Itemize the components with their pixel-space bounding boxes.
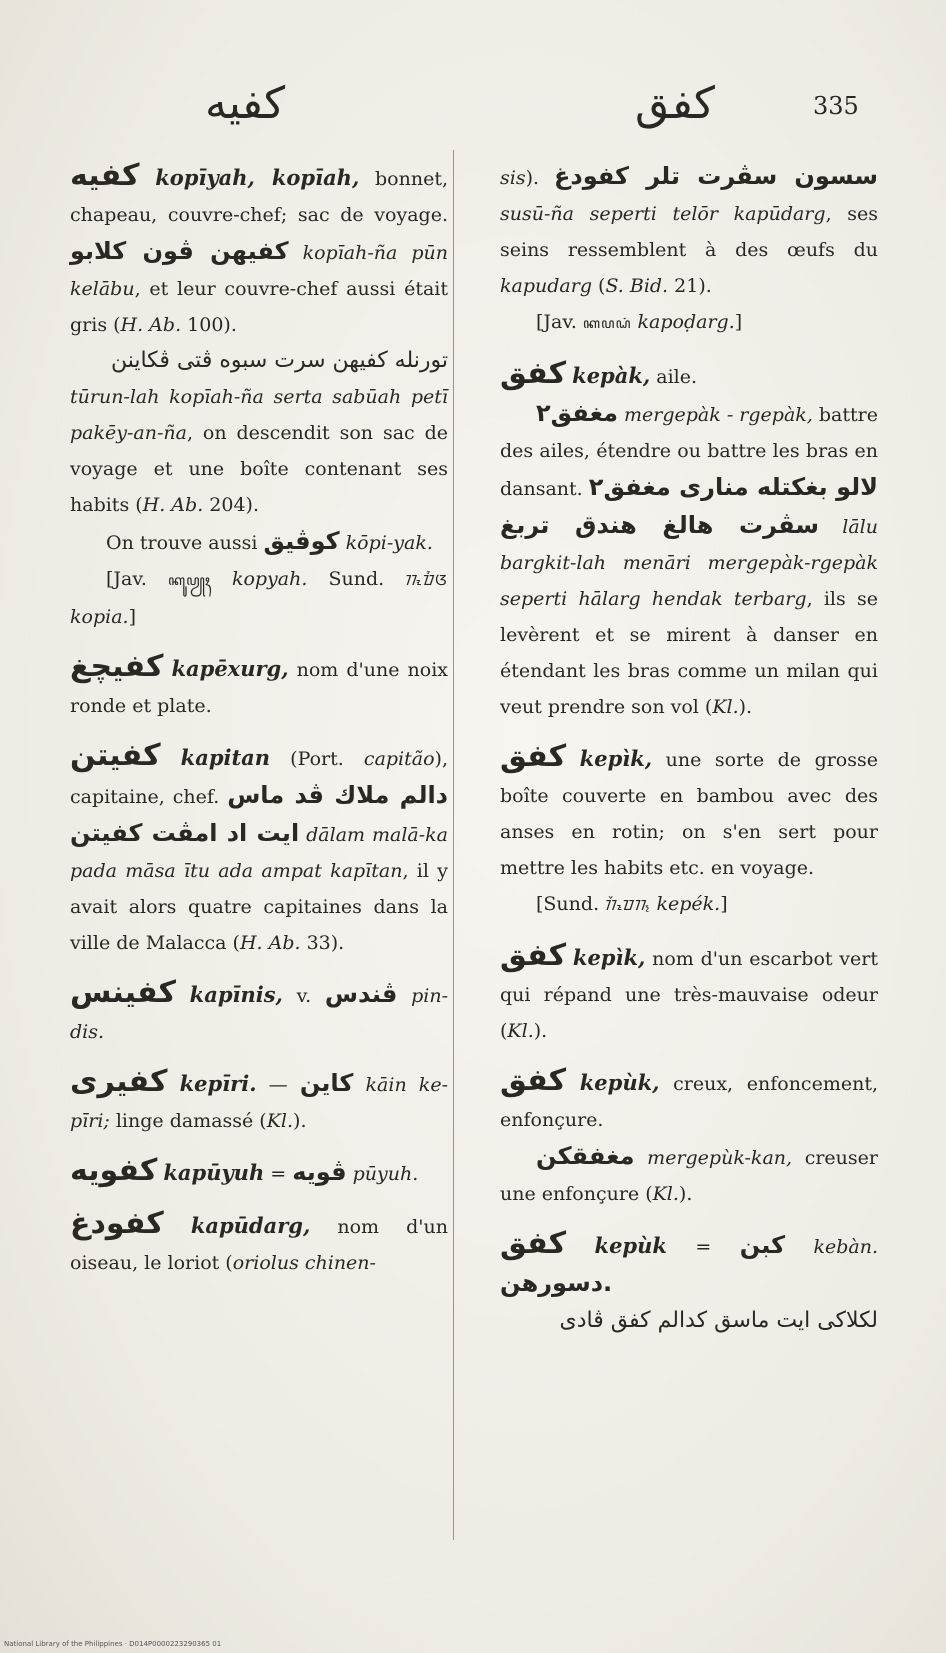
sundanese-script: ᮊᮧᮕᮤᮃ xyxy=(405,573,448,589)
entry-kepiri xyxy=(70,1064,448,1139)
arabic-crossref: ڤندس xyxy=(324,980,398,1008)
cognate-note xyxy=(500,886,878,924)
entry-text: 21). xyxy=(668,275,712,297)
entry-headword: kepùk xyxy=(594,1233,667,1258)
source-reference: H. Ab. xyxy=(120,314,182,336)
entry-text: creuser une enfonçure ( xyxy=(500,1147,878,1205)
crossref-transliteration: kebàn. xyxy=(785,1236,878,1258)
entry-kopiyah xyxy=(70,158,448,635)
entry-arabic-headword: كفويه xyxy=(70,1153,158,1188)
entry-arabic-headword: كفق xyxy=(500,1226,567,1261)
entry-text: , et leur couvre-chef aussi était gris ( xyxy=(70,278,448,336)
variant-transliteration: kōpi-yak. xyxy=(339,532,433,554)
entry-text: creux, enfoncement, enfonçure. xyxy=(500,1073,878,1131)
entry-text: ), capitaine, chef. xyxy=(70,748,448,808)
cognate-word: kepék. xyxy=(650,893,721,915)
cognate-label: Sund. xyxy=(307,568,406,590)
entry-arabic-headword: كفودغ xyxy=(70,1206,164,1241)
entry-kapudarg-continued xyxy=(500,158,878,342)
sub-entry xyxy=(500,395,878,725)
entry-headword: kepàk, xyxy=(572,363,651,388)
entry-headword: kapēxurg, xyxy=(171,656,289,681)
source-reference: Kl. xyxy=(652,1183,679,1205)
cognate-note xyxy=(70,561,448,635)
cognate-label: [Jav. xyxy=(536,311,583,333)
source-reference: H. Ab. xyxy=(239,932,301,954)
entry-kepik-beetle xyxy=(500,938,878,1049)
running-head-left: كفيه xyxy=(205,78,286,129)
entry-kepuk-keban xyxy=(500,1226,878,1339)
entry-text: ). xyxy=(525,167,554,189)
entry-text: , on descendit son sac de voyage et une boîte contenant ses habits ( xyxy=(70,422,448,516)
cognate-word: kapoḍarg. xyxy=(631,311,735,333)
example-transliteration: dālam malā-ka pada māsa ītu ada ampat kapītan xyxy=(70,824,448,882)
arabic-example: دسورهن. xyxy=(500,1269,613,1297)
entry-text: = xyxy=(666,1236,740,1258)
arabic-example-line: لكلاكى ايت ماسق كدالم كفق ڤادى xyxy=(559,1308,878,1333)
entry-kapitan xyxy=(70,738,448,961)
cognate-note xyxy=(500,304,878,342)
entry-text: linge damassé ( xyxy=(109,1110,267,1132)
arabic-example: كاين xyxy=(299,1069,354,1097)
cognate-label: [Jav. xyxy=(106,568,169,590)
entry-headword: kepìk, xyxy=(572,945,646,970)
example-transliteration: susū-ña seperti telōr kapūdarg xyxy=(500,203,826,225)
latin-name: sis xyxy=(500,167,526,189)
entry-arabic-headword: كفيتن xyxy=(70,738,161,773)
sundanese-script: ᮊᮨᮕᮦᮊ᮪ xyxy=(605,898,651,914)
page-number: 335 xyxy=(813,92,859,120)
entry-headword: kapīnis, xyxy=(189,982,283,1007)
entry-text: = xyxy=(264,1163,293,1185)
entry-arabic-headword: كفق xyxy=(500,356,567,391)
entry-kapudarg xyxy=(70,1206,448,1281)
entry-arabic-headword: كفيرى xyxy=(70,1064,168,1099)
entry-kapinis xyxy=(70,975,448,1050)
entry-text: ( xyxy=(591,275,606,297)
arabic-crossref: كبن xyxy=(739,1231,786,1259)
bracket-close: ] xyxy=(720,893,728,915)
entry-kapexurg xyxy=(70,649,448,724)
javanese-script: ꦏꦥꦝꦁ xyxy=(582,316,632,332)
crossref-transliteration: pin-dis. xyxy=(70,985,448,1043)
arabic-variant: كوڤيق xyxy=(263,527,340,555)
source-reference: Kl. xyxy=(712,696,739,718)
entry-headword: kepùk, xyxy=(579,1070,660,1095)
scan-footer: National Library of the Philippines · D014P0000223290365 01 xyxy=(4,1640,222,1648)
entry-headword: kepìk, xyxy=(579,746,653,771)
source-reference: H. Ab. xyxy=(142,494,204,516)
entry-text: , ses seins ressemblent à des œufs du xyxy=(500,203,878,261)
entry-text: 100). xyxy=(181,314,237,336)
entry-text: ). xyxy=(738,696,753,718)
variant-text: On trouve aussi xyxy=(106,532,264,554)
entry-text: ). xyxy=(533,1020,548,1042)
cognate-label: [Sund. xyxy=(536,893,606,915)
entry-arabic-headword: كفق xyxy=(500,938,567,973)
entry-headword: kapūyuh xyxy=(163,1160,265,1185)
example-transliteration: lālu bargkit-lah menāri mergepàk-rgepàk seperti hālarg hendak terbarg xyxy=(500,516,878,610)
sub-entry xyxy=(500,1138,878,1212)
right-column xyxy=(500,158,878,1353)
entry-kepik-box xyxy=(500,739,878,924)
entry-arabic-headword: كفيچغ xyxy=(70,649,164,684)
entry-arabic-headword: كفينس xyxy=(70,975,176,1010)
source-reference: Kl. xyxy=(266,1110,294,1132)
source-reference: S. Bid. xyxy=(605,275,669,297)
arabic-derivative: مغفق٢ xyxy=(536,399,618,427)
arabic-example: لالو بغكتله منارى مغفق٢ سڤرت هالغ هندق تربغ xyxy=(500,473,878,539)
entry-text: ). xyxy=(678,1183,693,1205)
derivative-transliteration: mergepùk-kan, xyxy=(634,1147,793,1169)
example-transliteration: kāin ke-pīri; xyxy=(70,1074,448,1132)
etymology: capitão xyxy=(363,748,435,770)
entry-text: 204). xyxy=(203,494,259,516)
entry-text: v. xyxy=(282,985,325,1007)
variant-note xyxy=(70,523,448,561)
arabic-crossref: ڤويه xyxy=(292,1158,347,1186)
arabic-example: كفيهن ڤون كلابو xyxy=(70,237,289,265)
entry-text: ). xyxy=(293,1110,307,1132)
entry-headword: kopīyah, kopīah, xyxy=(155,165,360,190)
entry-text: — xyxy=(256,1074,300,1096)
entry-headword: kapūdarg, xyxy=(190,1213,311,1238)
example-word: kapudarg xyxy=(500,275,592,297)
entry-kapuyuh xyxy=(70,1153,448,1192)
arabic-example: سسون سڤرت تلر كفودغ xyxy=(553,162,878,190)
entry-text: , il y avait alors quatre capitaines dans la ville de Malacca ( xyxy=(70,860,448,954)
entry-arabic-headword: كفيه xyxy=(70,158,140,193)
entry-text: aile. xyxy=(650,366,698,388)
entry-text: une sorte de grosse boîte couverte en bambou avec des anses en rotin; on s'en sert pour mettre les habits etc. en voyage. xyxy=(500,749,878,879)
derivative-transliteration: mergepàk - rgepàk, xyxy=(617,404,813,426)
bracket-close: ] xyxy=(734,311,743,333)
entry-arabic-headword: كفق xyxy=(500,739,567,774)
entry-headword: kepīri. xyxy=(179,1071,257,1096)
entry-arabic-headword: كفق xyxy=(500,1063,567,1098)
entry-text: nom d'un oiseau, le loriot ( xyxy=(70,1216,448,1274)
arabic-example: دالم ملاك ڤد ماس ايت اد امڤت كفيتن xyxy=(70,781,448,847)
latin-name: oriolus chinen- xyxy=(232,1252,376,1274)
crossref-transliteration: pūyuh. xyxy=(346,1163,419,1185)
arabic-example-line: تورنله كفيهن سرت سبوه ڤتى ڤكاينن xyxy=(110,348,448,373)
entry-text: bonnet, chapeau, couvre-chef; sac de voyage. xyxy=(70,168,448,226)
example-transliteration: kopīah-ña pūn kelābu xyxy=(70,242,448,300)
source-reference: Kl. xyxy=(507,1020,534,1042)
column-divider xyxy=(453,150,454,1540)
cognate-word: kopia. xyxy=(70,606,129,628)
entry-headword: kapitan xyxy=(180,745,271,770)
entry-kepuk xyxy=(500,1063,878,1212)
cognate-word: kopyah. xyxy=(210,568,308,590)
running-head-right: كفق xyxy=(635,78,715,129)
entry-text: battre des ailes, étendre ou battre les bras en dansant. xyxy=(500,404,878,500)
entry-text: 33). xyxy=(300,932,345,954)
entry-text: nom d'un escarbot vert qui répand une très-mauvaise odeur ( xyxy=(500,948,878,1042)
arabic-derivative: مغفقكن xyxy=(536,1142,635,1170)
entry-text: (Port. xyxy=(270,748,364,770)
left-column xyxy=(70,158,448,1295)
bracket-close: ] xyxy=(128,606,136,628)
entry-text: , ils se levèrent et se mirent à danser en étendant les bras comme un milan qui veut prendre son vol ( xyxy=(500,588,878,718)
entry-text: nom d'une noix ronde et plate. xyxy=(70,659,448,717)
entry-kepak xyxy=(500,356,878,725)
javanese-script: ꦏꦸꦥꦾꦃ xyxy=(168,573,211,589)
example-transliteration: tūrun-lah kopīah-ña serta sabūah petī pakēy-an-ña xyxy=(70,386,448,444)
